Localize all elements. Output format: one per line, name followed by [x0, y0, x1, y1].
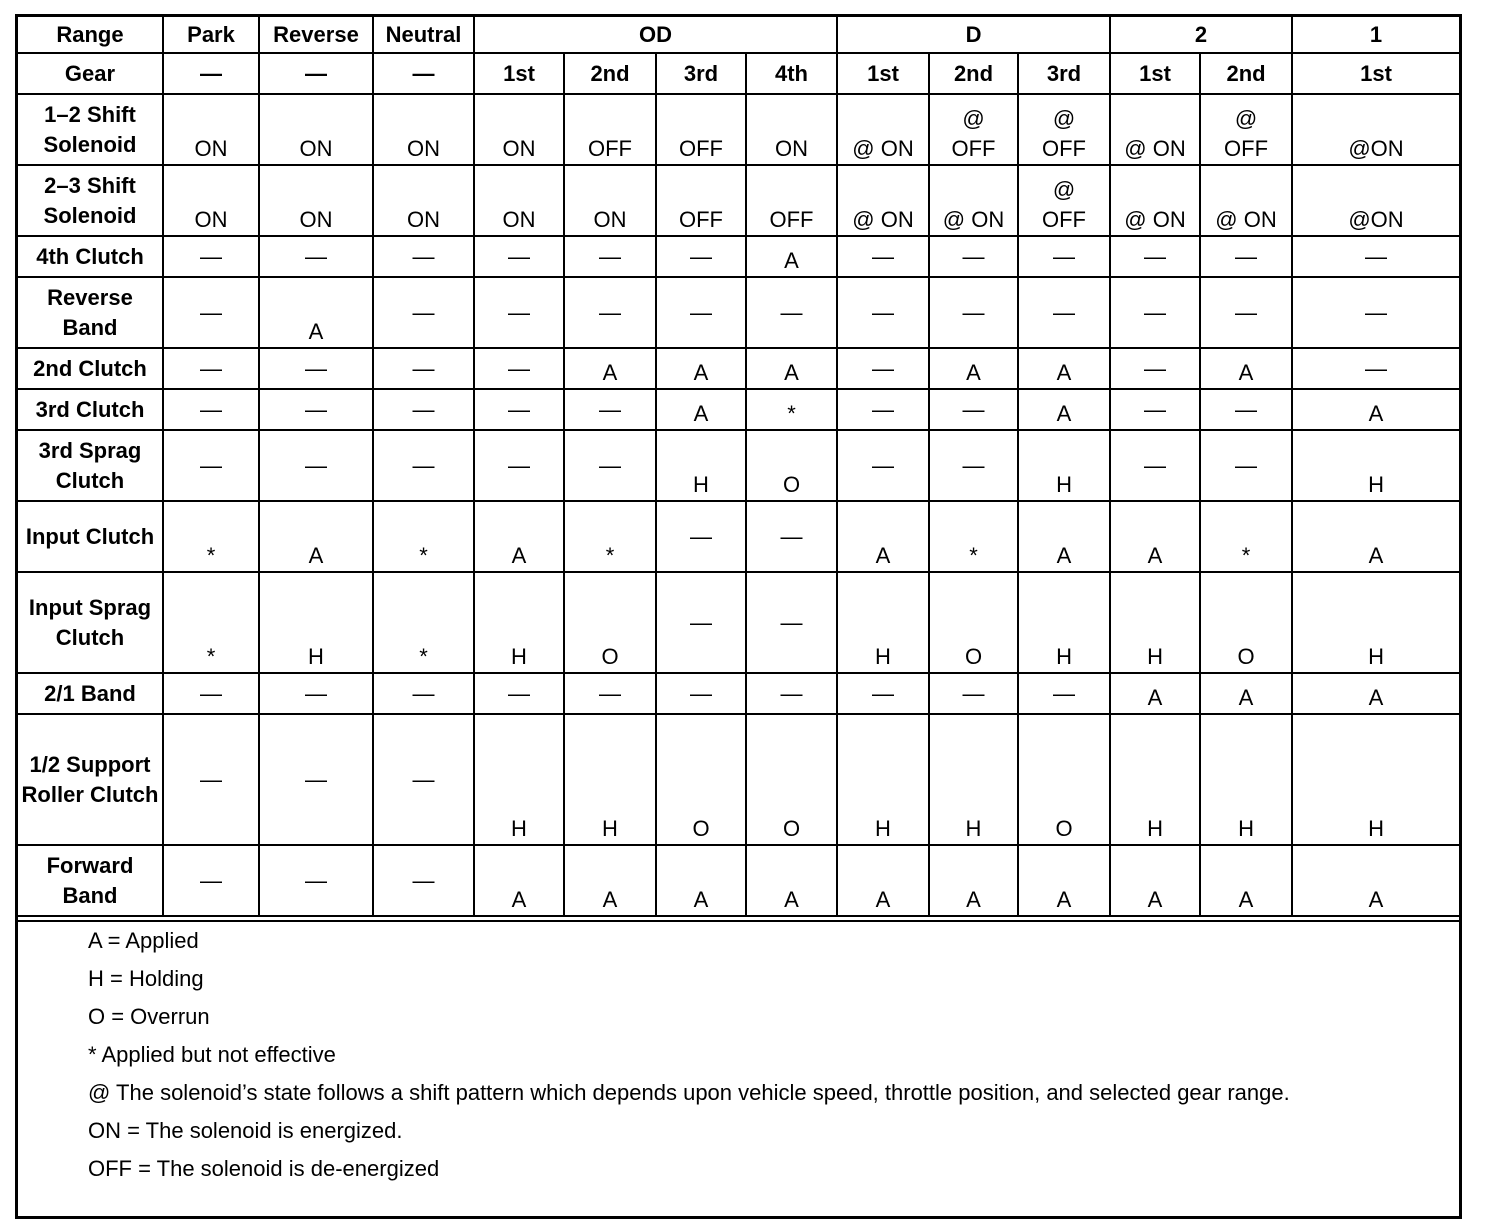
table-cell: O: [1018, 714, 1110, 845]
row-label: 3rd Clutch: [18, 389, 163, 430]
row-label: Forward Band: [18, 845, 163, 916]
table-row: [18, 572, 1459, 673]
table-cell: —: [929, 389, 1018, 430]
table-cell: —: [1200, 277, 1292, 348]
table-cell: A: [837, 845, 929, 916]
table-cell: *: [746, 389, 837, 430]
table-cell: —: [837, 348, 929, 389]
gear-row: [18, 53, 1459, 94]
table-cell: A: [1200, 673, 1292, 714]
gear-header-cell: 3rd: [656, 53, 746, 94]
table-row: [18, 348, 1459, 389]
table-cell: —: [474, 277, 564, 348]
table-cell: @ ON: [929, 165, 1018, 236]
table-cell: *: [564, 501, 656, 572]
table-cell: [1018, 165, 1110, 236]
table-cell: *: [163, 572, 259, 673]
table-cell: —: [564, 430, 656, 501]
table-cell: —: [259, 236, 373, 277]
legend-item: O = Overrun: [88, 1004, 210, 1029]
row-label: 3rd Sprag Clutch: [18, 430, 163, 501]
table-cell: H: [1292, 430, 1459, 501]
table-cell: O: [564, 572, 656, 673]
table-cell: A: [1110, 673, 1200, 714]
table-cell: A: [746, 348, 837, 389]
cell-line: @: [962, 106, 985, 131]
table-cell: [929, 94, 1018, 165]
table-cell: H: [1292, 714, 1459, 845]
range-table: [18, 17, 1459, 917]
table-cell: ON: [474, 165, 564, 236]
gear-header-cell: 2nd: [564, 53, 656, 94]
table-cell: H: [1110, 714, 1200, 845]
table-cell: A: [474, 845, 564, 916]
legend: [18, 920, 1459, 1220]
table-cell: H: [474, 572, 564, 673]
table-cell: —: [1292, 348, 1459, 389]
row-label: 2–3 Shift Solenoid: [18, 165, 163, 236]
table-cell: —: [163, 673, 259, 714]
range-header-label: Range: [18, 17, 163, 53]
gear-header-cell: 1st: [1110, 53, 1200, 94]
table-cell: —: [373, 277, 474, 348]
gear-header-cell: —: [163, 53, 259, 94]
table-row: [18, 165, 1459, 236]
table-cell: H: [656, 430, 746, 501]
table-cell: A: [1018, 348, 1110, 389]
row-label: 2nd Clutch: [18, 348, 163, 389]
table-cell: —: [1018, 673, 1110, 714]
gear-header-cell: 1st: [474, 53, 564, 94]
table-cell: A: [837, 501, 929, 572]
table-cell: O: [746, 714, 837, 845]
table-row: [18, 430, 1459, 501]
table-cell: A: [1292, 845, 1459, 916]
table-cell: —: [656, 572, 746, 673]
table-cell: —: [259, 389, 373, 430]
table-cell: H: [1200, 714, 1292, 845]
table-cell: —: [1110, 389, 1200, 430]
table-cell: A: [259, 501, 373, 572]
table-cell: *: [1200, 501, 1292, 572]
table-cell: A: [746, 845, 837, 916]
gear-header-cell: 2nd: [1200, 53, 1292, 94]
gear-header-cell: 3rd: [1018, 53, 1110, 94]
table-row: [18, 236, 1459, 277]
table-cell: H: [1018, 572, 1110, 673]
table-cell: A: [1018, 845, 1110, 916]
table-cell: H: [564, 714, 656, 845]
table-cell: H: [474, 714, 564, 845]
table-cell: —: [1292, 236, 1459, 277]
table-cell: —: [837, 277, 929, 348]
table-cell: —: [259, 673, 373, 714]
table-cell: A: [746, 236, 837, 277]
table-cell: ON: [564, 165, 656, 236]
table-cell: A: [929, 348, 1018, 389]
table-cell: —: [373, 673, 474, 714]
table-cell: *: [373, 501, 474, 572]
table-cell: —: [163, 277, 259, 348]
table-cell: —: [373, 389, 474, 430]
range-header-1: 1: [1292, 17, 1459, 53]
table-cell: —: [656, 501, 746, 572]
table-cell: —: [656, 673, 746, 714]
gear-header-cell: 1st: [837, 53, 929, 94]
gear-header-cell: 4th: [746, 53, 837, 94]
table-cell: O: [656, 714, 746, 845]
table-cell: A: [1200, 845, 1292, 916]
table-cell: @ ON: [1110, 94, 1200, 165]
row-label: 1/2 Support Roller Clutch: [18, 714, 163, 845]
table-cell: —: [929, 430, 1018, 501]
table-cell: ON: [259, 165, 373, 236]
table-cell: —: [1200, 236, 1292, 277]
row-label: 4th Clutch: [18, 236, 163, 277]
table-cell: A: [474, 501, 564, 572]
table-row: [18, 277, 1459, 348]
table-cell: —: [373, 430, 474, 501]
table-cell: @ON: [1292, 94, 1459, 165]
table-cell: —: [746, 673, 837, 714]
table-cell: *: [929, 501, 1018, 572]
table-cell: —: [837, 389, 929, 430]
table-cell: H: [837, 572, 929, 673]
cell-line: @: [1234, 106, 1258, 131]
table-cell: —: [564, 277, 656, 348]
table-cell: O: [929, 572, 1018, 673]
cell-line: OFF: [1042, 207, 1086, 232]
table-cell: —: [163, 430, 259, 501]
table-cell: A: [1200, 348, 1292, 389]
table-cell: —: [837, 673, 929, 714]
gear-header-cell: 2nd: [929, 53, 1018, 94]
table-cell: OFF: [746, 165, 837, 236]
table-cell: —: [1110, 348, 1200, 389]
table-cell: OFF: [656, 94, 746, 165]
table-cell: A: [656, 389, 746, 430]
table-cell: —: [746, 572, 837, 673]
table-cell: ON: [373, 165, 474, 236]
legend-item: H = Holding: [88, 966, 204, 991]
table-cell: —: [564, 389, 656, 430]
table-cell: —: [163, 348, 259, 389]
table-cell: H: [929, 714, 1018, 845]
table-cell: —: [474, 236, 564, 277]
cell-line: @: [1052, 177, 1076, 202]
range-header-park: Park: [163, 17, 259, 53]
row-label: Input Clutch: [18, 501, 163, 572]
table-cell: —: [1292, 277, 1459, 348]
range-header-od: OD: [474, 17, 837, 53]
table-cell: —: [564, 236, 656, 277]
table-cell: ON: [746, 94, 837, 165]
legend-item: ON = The solenoid is energized.: [88, 1118, 403, 1143]
legend-item: @ The solenoid’s state follows a shift pattern which depends upon vehicle speed, throttle position, and selected gear range.: [88, 1080, 1290, 1105]
row-label: Reverse Band: [18, 277, 163, 348]
gear-header-cell: —: [373, 53, 474, 94]
table-cell: @ON: [1292, 165, 1459, 236]
table-cell: OFF: [564, 94, 656, 165]
table-cell: H: [259, 572, 373, 673]
table-cell: H: [1018, 430, 1110, 501]
table-row: [18, 714, 1459, 845]
table-row: [18, 673, 1459, 714]
table-cell: ON: [163, 165, 259, 236]
cell-line: OFF: [1224, 136, 1269, 161]
row-label: 2/1 Band: [18, 673, 163, 714]
table-row: [18, 845, 1459, 916]
table-cell: A: [1292, 501, 1459, 572]
range-row: [18, 17, 1459, 53]
table-cell: OFF: [656, 165, 746, 236]
table-cell: A: [259, 277, 373, 348]
table-row: [18, 501, 1459, 572]
table-cell: *: [163, 501, 259, 572]
table-cell: H: [1292, 572, 1459, 673]
table-cell: —: [746, 277, 837, 348]
table-cell: —: [746, 501, 837, 572]
table-cell: O: [1200, 572, 1292, 673]
range-header-d: D: [837, 17, 1110, 53]
table-cell: —: [474, 673, 564, 714]
table-cell: —: [373, 714, 474, 845]
table-cell: —: [929, 673, 1018, 714]
gear-header-cell: 1st: [1292, 53, 1459, 94]
table-cell: A: [656, 348, 746, 389]
cell-line: OFF: [951, 136, 996, 161]
table-cell: A: [656, 845, 746, 916]
table-cell: A: [564, 348, 656, 389]
table-cell: A: [1110, 501, 1200, 572]
table-cell: —: [1018, 277, 1110, 348]
range-header-neutral: Neutral: [373, 17, 474, 53]
table-cell: ON: [474, 94, 564, 165]
table-cell: H: [837, 714, 929, 845]
table-cell: @ ON: [837, 94, 929, 165]
table-cell: —: [929, 277, 1018, 348]
table-cell: —: [656, 277, 746, 348]
table-cell: —: [163, 236, 259, 277]
table-cell: —: [837, 236, 929, 277]
table-cell: —: [837, 430, 929, 501]
table-cell: —: [163, 845, 259, 916]
table-cell: —: [1110, 430, 1200, 501]
table-cell: A: [1292, 673, 1459, 714]
table-cell: —: [656, 236, 746, 277]
table-cell: A: [1018, 389, 1110, 430]
table-cell: [1200, 94, 1292, 165]
gear-header-label: Gear: [18, 53, 163, 94]
legend-item: OFF = The solenoid is de-energized: [88, 1156, 440, 1181]
table-cell: O: [746, 430, 837, 501]
table-cell: *: [373, 572, 474, 673]
table-cell: —: [259, 430, 373, 501]
table-cell: ON: [163, 94, 259, 165]
table-cell: —: [163, 714, 259, 845]
table-cell: [1018, 94, 1110, 165]
row-label: 1–2 Shift Solenoid: [18, 94, 163, 165]
table-cell: @ ON: [837, 165, 929, 236]
legend-item: * Applied but not effective: [88, 1042, 336, 1067]
table-cell: A: [564, 845, 656, 916]
table-cell: —: [259, 714, 373, 845]
clutch-application-chart: [15, 14, 1462, 1219]
table-cell: —: [373, 845, 474, 916]
table-cell: —: [1200, 430, 1292, 501]
table-cell: A: [1018, 501, 1110, 572]
table-cell: —: [163, 389, 259, 430]
table-cell: —: [474, 348, 564, 389]
table-cell: —: [1110, 236, 1200, 277]
table-cell: —: [373, 236, 474, 277]
table-cell: —: [474, 430, 564, 501]
range-header-2: 2: [1110, 17, 1292, 53]
legend-item: A = Applied: [88, 928, 199, 953]
table-cell: —: [1200, 389, 1292, 430]
table-cell: —: [1018, 236, 1110, 277]
table-cell: —: [929, 236, 1018, 277]
table-cell: ON: [373, 94, 474, 165]
table-cell: —: [474, 389, 564, 430]
table-cell: @ ON: [1110, 165, 1200, 236]
table-cell: A: [1292, 389, 1459, 430]
cell-line: @: [1052, 106, 1076, 131]
table-cell: —: [1110, 277, 1200, 348]
table-row: [18, 389, 1459, 430]
table-row: [18, 94, 1459, 165]
table-cell: —: [564, 673, 656, 714]
table-cell: —: [259, 348, 373, 389]
table-cell: —: [373, 348, 474, 389]
range-header-reverse: Reverse: [259, 17, 373, 53]
gear-header-cell: —: [259, 53, 373, 94]
row-label: Input Sprag Clutch: [18, 572, 163, 673]
table-cell: A: [1110, 845, 1200, 916]
table-cell: H: [1110, 572, 1200, 673]
table-cell: A: [929, 845, 1018, 916]
cell-line: OFF: [1042, 136, 1086, 161]
table-cell: —: [259, 845, 373, 916]
table-cell: @ ON: [1200, 165, 1292, 236]
table-cell: ON: [259, 94, 373, 165]
